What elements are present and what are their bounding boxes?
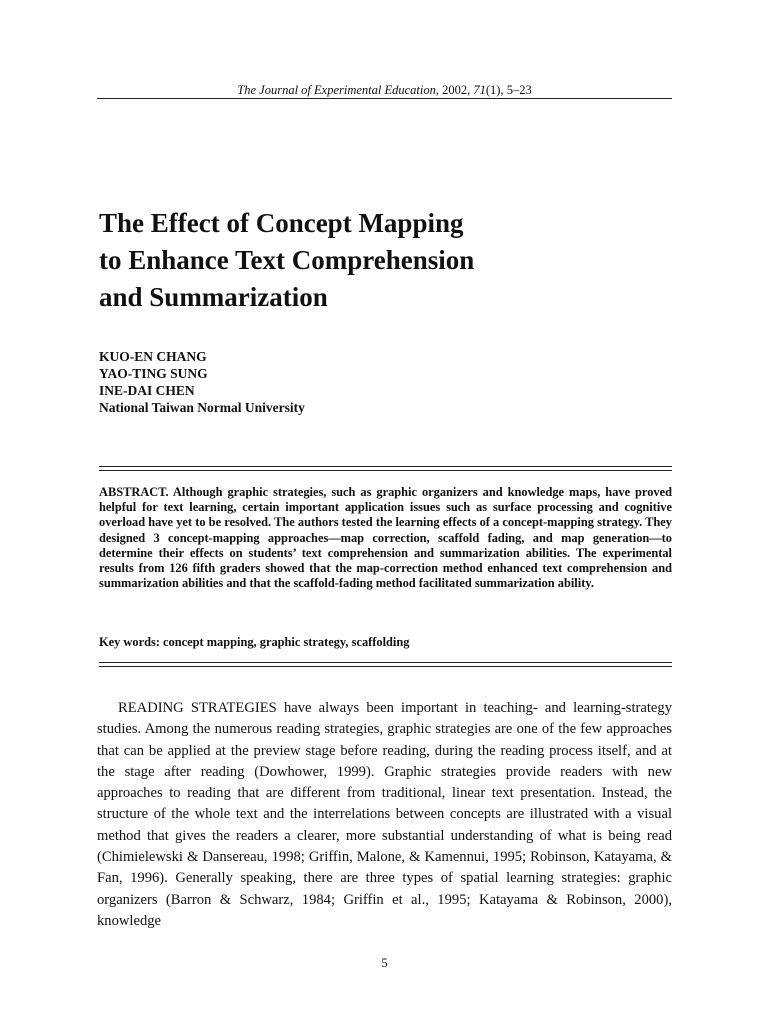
abstract-label: ABSTRACT.	[99, 485, 169, 499]
journal-issue-pages: (1), 5–23	[485, 83, 532, 97]
title-line: The Effect of Concept Mapping	[99, 208, 464, 238]
keywords	[99, 635, 672, 650]
author-name: YAO-TING SUNG	[99, 366, 208, 381]
body-text: have always been important in teaching- and learning-strategy studies. Among the numerous reading strategies, graphic strategies are one of the few approaches that can be applied at the preview stage before reading, during the reading process itself, and at the stage after reading (Dowhower, 1999). Graphic strategies provide readers with new approaches to reading that are different from traditional, linear text presentation. Instead, the structure of the whole text and the interrelations between concepts are illustrated with a visual method that gives the readers a clearer, more substantial understanding of what is being read (Chimielewski & Dansereau, 1998; Griffin, Malone, & Kamennui, 1995; Robinson, Katayama, & Fan, 1996). Generally speaking, there are three types of spatial learning strategies: graphic organizers (Barron & Schwarz, 1984; Griffin et al., 1995; Katayama & Robinson, 2000), knowledge	[97, 700, 673, 929]
abstract-bottom-rule	[99, 662, 672, 667]
author-name: KUO-EN CHANG	[99, 349, 207, 364]
author-name: INE-DAI CHEN	[99, 383, 195, 398]
running-head	[97, 83, 672, 97]
body-paragraph	[97, 698, 672, 932]
journal-year: , 2002,	[435, 83, 474, 97]
body-lead-in: READING STRATEGIES	[118, 700, 277, 716]
title-line: to Enhance Text Comprehension	[99, 245, 475, 275]
abstract-top-rule	[99, 466, 672, 471]
abstract-text: Although graphic strategies, such as graphic organizers and knowledge maps, have proved helpful for text learning, certain important application issues such as surface processing and cognitive overload have yet to be resolved. The authors tested the learning effects of a concept-mapping strategy. They designed 3 concept-mapping approaches—map correction, scaffold fading, and map generation—to determine their effects on students’ text comprehension and summarization abilities. The experimental results from 126 fifth graders showed that the map-correction method enhanced text comprehension and summarization abilities and that the scaffold-fading method facilitated summarization ability.	[99, 485, 672, 591]
author-affiliation: National Taiwan Normal University	[99, 400, 305, 415]
keywords-label: Key words:	[99, 635, 160, 649]
author-block	[99, 348, 599, 416]
title-line: and Summarization	[99, 282, 328, 312]
keywords-text: concept mapping, graphic strategy, scaffolding	[159, 635, 410, 649]
journal-name: The Journal of Experimental Education	[237, 83, 436, 97]
header-rule	[97, 98, 672, 99]
article-title	[99, 205, 659, 316]
page-number: 5	[381, 956, 388, 970]
journal-volume: 71	[473, 83, 486, 97]
abstract	[99, 485, 672, 591]
